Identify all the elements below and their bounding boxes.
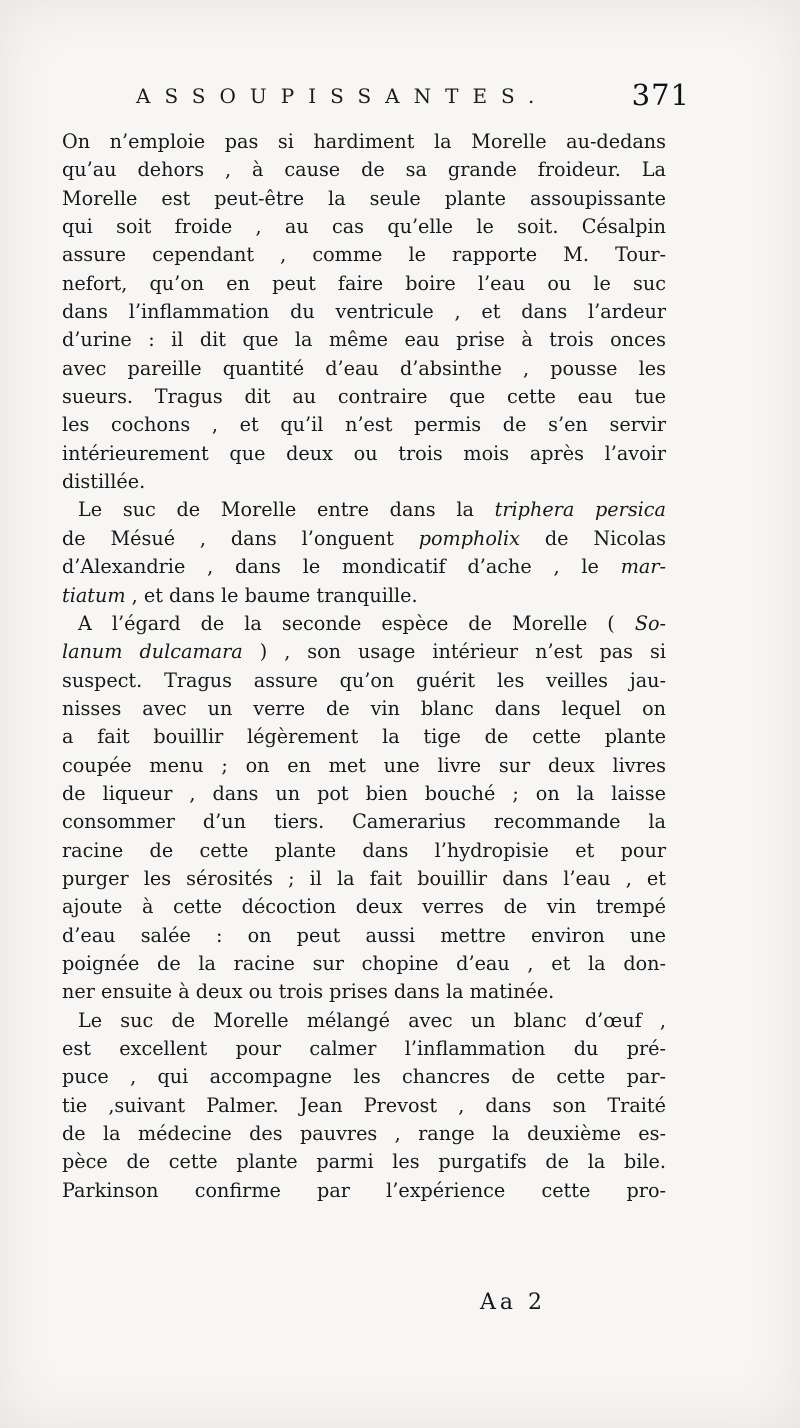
text-line: d’eau salée : on peut aussi mettre environ une: [62, 923, 666, 947]
body-text: [62, 128, 666, 1205]
text-line: assure cependant , comme le rapporte M. Tour-: [62, 243, 666, 267]
italic-term: triphera persica: [494, 498, 666, 522]
text-run: ) , son usage intérieur n’est pas si: [242, 640, 667, 664]
text-line: suspect. Tragus assure qu’on guérit les veilles jau-: [62, 668, 666, 692]
text-line: distillée.: [62, 470, 146, 494]
text-line: sueurs. Tragus dit au contraire que cette eau tue: [62, 385, 666, 409]
text-run: A l’égard de la seconde espèce de Morelle (: [78, 611, 635, 635]
italic-term: mar-: [620, 555, 666, 579]
text-line: consommer d’un tiers. Camerarius recommande la: [62, 810, 666, 834]
text-line: qui soit froide , au cas qu’elle le soit. Césalpin: [62, 215, 666, 239]
text-line: Parkinson confirme par l’expérience cette pro-: [62, 1178, 666, 1202]
text-line: Le suc de Morelle mélangé avec un blanc d’œuf ,: [78, 1008, 666, 1032]
text-run: , et dans le baume tranquille.: [125, 583, 418, 607]
page-header: [50, 78, 690, 116]
text-line: puce , qui accompagne les chancres de cette par-: [62, 1065, 666, 1089]
text-line: ajoute à cette décoction deux verres de vin trempé: [62, 895, 666, 919]
text-line: purger les sérosités ; il la fait bouillir dans l’eau , et: [62, 866, 666, 890]
text-line: de liqueur , dans un pot bien bouché ; on la laisse: [62, 781, 666, 805]
running-head: ASSOUPISSANTES.: [136, 84, 549, 108]
text-line: [62, 496, 666, 524]
italic-term: lanum dulcamara: [62, 640, 243, 664]
text-line: [62, 610, 666, 638]
text-line: [62, 553, 666, 581]
text-line: les cochons , et qu’il n’est permis de s’en servir: [62, 413, 666, 437]
text-line: poignée de la racine sur chopine d’eau , et la don-: [62, 951, 666, 975]
text-run: Le suc de Morelle entre dans la: [78, 498, 495, 522]
text-run: d’Alexandrie , dans le mondicatif d’ache , le: [62, 555, 621, 579]
page-number: 371: [631, 78, 690, 112]
text-line: racine de cette plante dans l’hydropisie et pour: [62, 838, 666, 862]
text-line: tie ,suivant Palmer. Jean Prevost , dans son Traité: [62, 1093, 666, 1117]
text-run: de Nicolas: [520, 526, 666, 550]
text-line: avec pareille quantité d’eau d’absinthe , pousse les: [62, 356, 666, 380]
text-line: ner ensuite à deux ou trois prises dans la matinée.: [62, 980, 555, 1004]
text-line: dans l’inflammation du ventricule , et dans l’ardeur: [62, 300, 666, 324]
text-line: [62, 582, 666, 610]
signature-mark: Aa 2: [480, 1290, 546, 1315]
text-line: coupée menu ; on en met une livre sur deux livres: [62, 753, 666, 777]
text-line: [62, 638, 666, 666]
text-line: d’urine : il dit que la même eau prise à trois onces: [62, 328, 666, 352]
text-line: On n’emploie pas si hardiment la Morelle au-dedans: [62, 130, 666, 153]
italic-term: pompholix: [418, 526, 521, 550]
text-line: [62, 525, 666, 553]
text-line: Morelle est peut-être la seule plante assoupissante: [62, 186, 666, 210]
text-line: de la médecine des pauvres , range la deuxième es-: [62, 1122, 666, 1146]
text-line: qu’au dehors , à cause de sa grande froideur. La: [62, 158, 666, 182]
text-line: pèce de cette plante parmi les purgatifs de la bile.: [62, 1150, 666, 1174]
text-line: a fait bouillir légèrement la tige de cette plante: [62, 725, 666, 749]
text-line: intérieurement que deux ou trois mois après l’avoir: [62, 441, 666, 465]
italic-term: tiatum: [62, 583, 126, 607]
text-line: nefort, qu’on en peut faire boire l’eau ou le suc: [62, 271, 666, 295]
text-run: de Mésué , dans l’onguent: [62, 526, 419, 550]
text-line: est excellent pour calmer l’inflammation du pré-: [62, 1037, 666, 1060]
italic-term: So-: [634, 611, 666, 635]
text-line: nisses avec un verre de vin blanc dans lequel on: [62, 696, 666, 720]
